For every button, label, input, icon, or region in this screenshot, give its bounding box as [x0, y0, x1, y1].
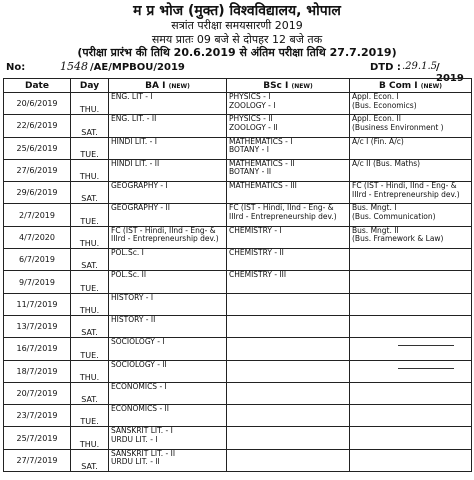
exam-date: 16/7/2019	[4, 338, 71, 360]
subject-cell-bsc	[227, 338, 350, 360]
ref-no-label: No:	[6, 62, 26, 73]
exam-day: TUE.	[71, 271, 109, 293]
table-row	[4, 338, 472, 360]
subject-line: ECONOMICS - II	[111, 404, 169, 414]
subject-cell-ba	[109, 449, 227, 471]
subject-line: ZOOLOGY - I	[229, 100, 276, 110]
subject-cell-ba	[109, 382, 227, 404]
exam-date: 25/6/2019	[4, 137, 71, 159]
subject-line: FC (IST - Hindi, IInd - Eng- &	[229, 203, 334, 213]
subject-cell-bcom	[350, 137, 472, 159]
subject-cell-bsc	[227, 115, 350, 137]
subject-line: ECONOMICS - I	[111, 382, 167, 391]
exam-date: 11/7/2019	[4, 293, 71, 315]
subject-line: HINDI LIT. - II	[111, 159, 160, 168]
table-body	[4, 93, 472, 472]
exam-day: SAT.	[71, 315, 109, 337]
subject-cell-bcom	[350, 226, 472, 248]
subject-line: GEOGRAPHY - II	[111, 203, 170, 213]
subject-line: GEOGRAPHY - I	[111, 181, 168, 191]
subject-cell-bsc	[227, 159, 350, 181]
subject-cell-bsc	[227, 427, 350, 449]
subject-cell-ba	[109, 226, 227, 248]
exam-date: 23/7/2019	[4, 405, 71, 427]
subject-line: MATHEMATICS - I	[229, 137, 293, 146]
subject-line: IIIrd - Entrepreneurship dev.)	[111, 234, 219, 244]
subject-cell-bsc	[227, 226, 350, 248]
subject-line: ENG. LIT. - II	[111, 114, 157, 124]
exam-dates-note: (परीक्षा प्रारंभ की तिथि 20.6.2019 से अंतिम परीक्षा तिथि 27.7.2019)	[77, 46, 397, 59]
table-row	[4, 159, 472, 181]
table-row	[4, 249, 472, 271]
exam-day: THU.	[71, 226, 109, 248]
subject-cell-bcom	[350, 449, 472, 471]
subject-cell-bcom	[350, 427, 472, 449]
subject-cell-bcom	[350, 382, 472, 404]
exam-day: THU.	[71, 427, 109, 449]
exam-date: 2/7/2019	[4, 204, 71, 226]
subject-line: POL.Sc. I	[111, 248, 144, 258]
blank-dash	[398, 345, 454, 346]
subject-cell-ba	[109, 159, 227, 181]
subject-line: URDU LIT. - II	[111, 457, 160, 467]
col-header-ba	[109, 79, 227, 93]
subject-line: Bus. Mngt. I	[352, 203, 397, 213]
subject-line: POL.Sc. II	[111, 270, 147, 280]
subject-cell-ba	[109, 93, 227, 115]
dtd-label: DTD :	[370, 62, 401, 73]
subject-line: Appl. Econ. II	[352, 114, 401, 124]
subject-cell-bsc	[227, 93, 350, 115]
ref-no-suffix: /AE/MPBOU/2019	[90, 62, 185, 73]
subject-cell-bcom	[350, 271, 472, 293]
subject-line: HISTORY - II	[111, 315, 156, 324]
subject-line: PHYSICS - II	[229, 114, 273, 124]
subject-cell-bcom	[350, 204, 472, 226]
subject-line: (Business Environment )	[352, 122, 444, 132]
exam-day: SAT.	[71, 115, 109, 137]
subject-cell-ba	[109, 338, 227, 360]
subject-cell-bsc	[227, 315, 350, 337]
subject-cell-ba	[109, 137, 227, 159]
table-row	[4, 182, 472, 204]
subject-line: SANSKRIT LIT. - I	[111, 426, 173, 436]
subject-cell-bcom	[350, 93, 472, 115]
subject-cell-ba	[109, 405, 227, 427]
subject-cell-bcom	[350, 293, 472, 315]
subject-line: MATHEMATICS - III	[229, 181, 297, 191]
exam-date: 18/7/2019	[4, 360, 71, 382]
exam-date: 20/6/2019	[4, 93, 71, 115]
subject-line: SOCIOLOGY - I	[111, 337, 165, 347]
subject-cell-bsc	[227, 271, 350, 293]
exam-day: SAT.	[71, 182, 109, 204]
table-row	[4, 293, 472, 315]
subject-cell-bcom	[350, 360, 472, 382]
subject-cell-ba	[109, 271, 227, 293]
exam-date: 27/6/2019	[4, 159, 71, 181]
col-header-bsc-label: BSc I	[263, 80, 289, 91]
subject-line: (Bus. Communication)	[352, 211, 436, 221]
subject-cell-bcom	[350, 405, 472, 427]
exam-day: SAT.	[71, 449, 109, 471]
subject-line: URDU LIT. - I	[111, 434, 158, 444]
subject-cell-bcom	[350, 115, 472, 137]
subject-cell-bsc	[227, 382, 350, 404]
col-header-bcom-label: B Com I	[378, 80, 418, 91]
col-header-bsc-sub: (NEW)	[291, 82, 313, 90]
subject-line: Bus. Mngt. II	[352, 226, 399, 235]
subject-line: CHEMISTRY - II	[229, 248, 284, 258]
table-row	[4, 204, 472, 226]
col-header-date: Date	[4, 79, 71, 93]
exam-date: 9/7/2019	[4, 271, 71, 293]
exam-date: 22/6/2019	[4, 115, 71, 137]
subject-line: HINDI LIT. - I	[111, 137, 157, 146]
subject-cell-bsc	[227, 405, 350, 427]
subject-line: SOCIOLOGY - II	[111, 360, 167, 369]
university-title: म प्र भोज (मुक्त) विश्वविद्यालय, भोपाल	[133, 3, 341, 19]
subject-cell-bsc	[227, 360, 350, 382]
col-header-day: Day	[71, 79, 109, 93]
exam-day: THU.	[71, 93, 109, 115]
subject-line: (Bus. Economics)	[352, 100, 417, 110]
exam-date: 20/7/2019	[4, 382, 71, 404]
exam-day: SAT.	[71, 382, 109, 404]
subject-cell-bsc	[227, 182, 350, 204]
subject-cell-bcom	[350, 338, 472, 360]
subject-cell-ba	[109, 249, 227, 271]
blank-dash	[398, 368, 454, 369]
exam-date: 25/7/2019	[4, 427, 71, 449]
subject-cell-bsc	[227, 137, 350, 159]
dtd-year: / 2019	[436, 62, 464, 84]
col-header-bcom	[350, 79, 472, 93]
exam-day: THU.	[71, 159, 109, 181]
exam-date: 4/7/2020	[4, 226, 71, 248]
exam-timing: समय प्रातः 09 बजे से दोपहर 12 बजे तक	[151, 33, 323, 46]
subject-line: A/c I (Fin. A/c)	[352, 137, 404, 146]
exam-day: SAT.	[71, 249, 109, 271]
table-header-row	[4, 79, 472, 93]
exam-day: TUE.	[71, 338, 109, 360]
exam-date: 27/7/2019	[4, 449, 71, 471]
subject-line: BOTANY - I	[229, 145, 269, 155]
exam-day: TUE.	[71, 204, 109, 226]
exam-day: TUE.	[71, 405, 109, 427]
subject-cell-ba	[109, 115, 227, 137]
exam-day: THU.	[71, 293, 109, 315]
col-header-ba-sub: (NEW)	[168, 82, 190, 90]
subject-cell-ba	[109, 293, 227, 315]
subject-line: FC (IST - Hindi, IInd - Eng- &	[352, 181, 457, 191]
exam-date: 29/6/2019	[4, 182, 71, 204]
exam-schedule-table	[3, 78, 472, 472]
subject-cell-bcom	[350, 315, 472, 337]
table-row	[4, 115, 472, 137]
subject-line: MATHEMATICS - II	[229, 159, 295, 168]
table-row	[4, 382, 472, 404]
table-row	[4, 427, 472, 449]
subject-line: SANSKRIT LIT. - II	[111, 449, 176, 458]
subject-line: IIIrd - Entrepreneurship dev.)	[352, 189, 460, 199]
subject-line: IIIrd - Entrepreneurship dev.)	[229, 211, 337, 221]
table-row	[4, 360, 472, 382]
subject-cell-ba	[109, 315, 227, 337]
subject-cell-bsc	[227, 449, 350, 471]
subject-cell-ba	[109, 360, 227, 382]
table-row	[4, 271, 472, 293]
subject-line: CHEMISTRY - III	[229, 270, 287, 280]
subject-cell-ba	[109, 182, 227, 204]
table-row	[4, 226, 472, 248]
subject-line: ENG. LIT - I	[111, 92, 153, 101]
ref-no-number: 1548	[60, 60, 88, 73]
exam-day: TUE.	[71, 137, 109, 159]
subject-line: CHEMISTRY - I	[229, 226, 282, 235]
col-header-ba-label: BA I	[145, 80, 166, 91]
subject-cell-bcom	[350, 182, 472, 204]
table-row	[4, 449, 472, 471]
subject-cell-ba	[109, 427, 227, 449]
table-row	[4, 137, 472, 159]
schedule-title: सत्रांत परीक्षा समयसारणी 2019	[171, 19, 303, 32]
table-row	[4, 93, 472, 115]
dtd-value: .29.1.5	[402, 61, 437, 72]
exam-day: THU.	[71, 360, 109, 382]
subject-line: FC (IST - Hindi, IInd - Eng- &	[111, 226, 216, 235]
subject-cell-bcom	[350, 249, 472, 271]
subject-cell-bsc	[227, 204, 350, 226]
subject-cell-bcom	[350, 159, 472, 181]
reference-line	[4, 60, 470, 84]
subject-line: Appl. Econ. I	[352, 92, 399, 101]
subject-line: ZOOLOGY - II	[229, 122, 278, 132]
col-header-bcom-sub: (NEW)	[420, 82, 443, 90]
table-row	[4, 405, 472, 427]
subject-cell-bsc	[227, 293, 350, 315]
subject-line: PHYSICS - I	[229, 92, 271, 101]
subject-line: HISTORY - I	[111, 293, 154, 302]
exam-date: 6/7/2019	[4, 249, 71, 271]
subject-cell-bsc	[227, 249, 350, 271]
table-row	[4, 315, 472, 337]
subject-line: BOTANY - II	[229, 167, 272, 177]
exam-date: 13/7/2019	[4, 315, 71, 337]
subject-line: A/c II (Bus. Maths)	[352, 159, 421, 168]
col-header-bsc	[227, 79, 350, 93]
subject-line: (Bus. Framework & Law)	[352, 234, 444, 244]
subject-cell-ba	[109, 204, 227, 226]
